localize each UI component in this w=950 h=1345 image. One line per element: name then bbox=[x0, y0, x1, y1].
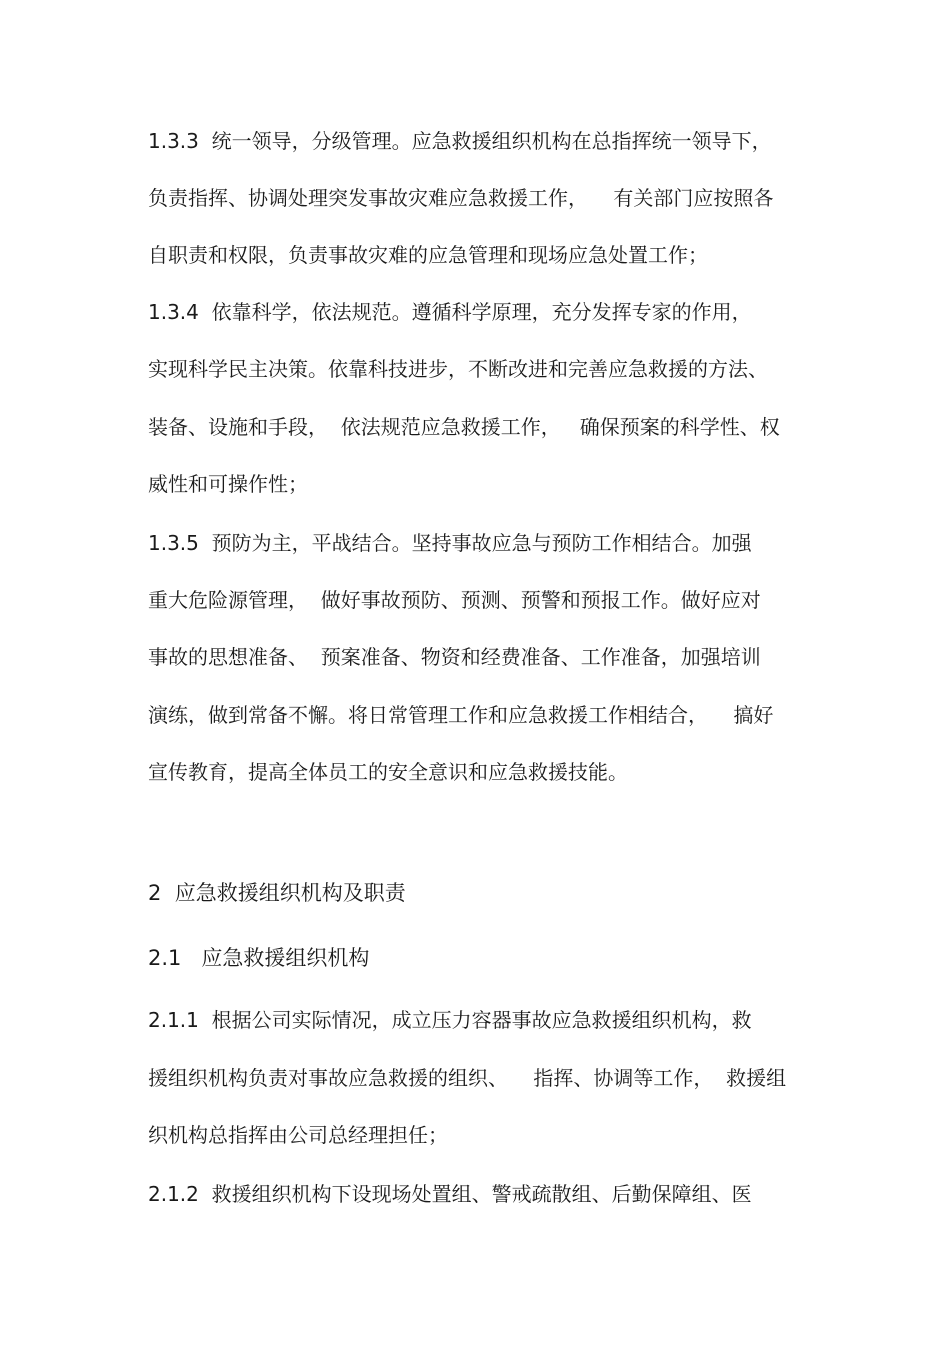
paragraph-1-3-3-line-3: 自职责和权限，负责事故灾难的应急管理和现场应急处置工作； bbox=[148, 243, 708, 267]
paragraph-1-3-5-line-4: 演练，做到常备不懈。将日常管理工作和应急救援工作相结合， 搞好 bbox=[148, 703, 774, 727]
paragraph-2-1-2-line-1: 2.1.2 救援组织机构下设现场处置组、警戒疏散组、后勤保障组、医 bbox=[148, 1182, 752, 1206]
paragraph-1-3-3-line-2: 负责指挥、协调处理突发事故灾难应急救援工作， 有关部门应按照各 bbox=[148, 186, 774, 210]
paragraph-1-3-4-line-2: 实现科学民主决策。依靠科技进步，不断改进和完善应急救援的方法、 bbox=[148, 357, 768, 381]
section-2-heading: 2 应急救援组织机构及职责 bbox=[148, 881, 406, 905]
paragraph-1-3-3-line-1: 1.3.3 统一领导，分级管理。应急救援组织机构在总指挥统一领导下， bbox=[148, 129, 772, 153]
paragraph-2-1-1-line-3: 织机构总指挥由公司总经理担任； bbox=[148, 1123, 448, 1147]
paragraph-2-1-1-line-2: 援组织机构负责对事故应急救援的组织、 指挥、协调等工作， 救援组 bbox=[148, 1066, 787, 1090]
paragraph-1-3-4-line-1: 1.3.4 依靠科学，依法规范。遵循科学原理，充分发挥专家的作用， bbox=[148, 300, 752, 324]
section-2-1-heading: 2.1 应急救援组织机构 bbox=[148, 946, 370, 970]
paragraph-1-3-4-line-3: 装备、设施和手段， 依法规范应急救援工作， 确保预案的科学性、权 bbox=[148, 415, 780, 439]
paragraph-1-3-4-line-4: 威性和可操作性； bbox=[148, 472, 308, 496]
paragraph-2-1-1-line-1: 2.1.1 根据公司实际情况，成立压力容器事故应急救援组织机构，救 bbox=[148, 1008, 752, 1032]
paragraph-1-3-5-line-2: 重大危险源管理， 做好事故预防、预测、预警和预报工作。做好应对 bbox=[148, 588, 761, 612]
paragraph-1-3-5-line-3: 事故的思想准备、 预案准备、物资和经费准备、工作准备，加强培训 bbox=[148, 645, 761, 669]
paragraph-1-3-5-line-5: 宣传教育，提高全体员工的安全意识和应急救援技能。 bbox=[148, 760, 628, 784]
paragraph-1-3-5-line-1: 1.3.5 预防为主，平战结合。坚持事故应急与预防工作相结合。加强 bbox=[148, 531, 752, 555]
